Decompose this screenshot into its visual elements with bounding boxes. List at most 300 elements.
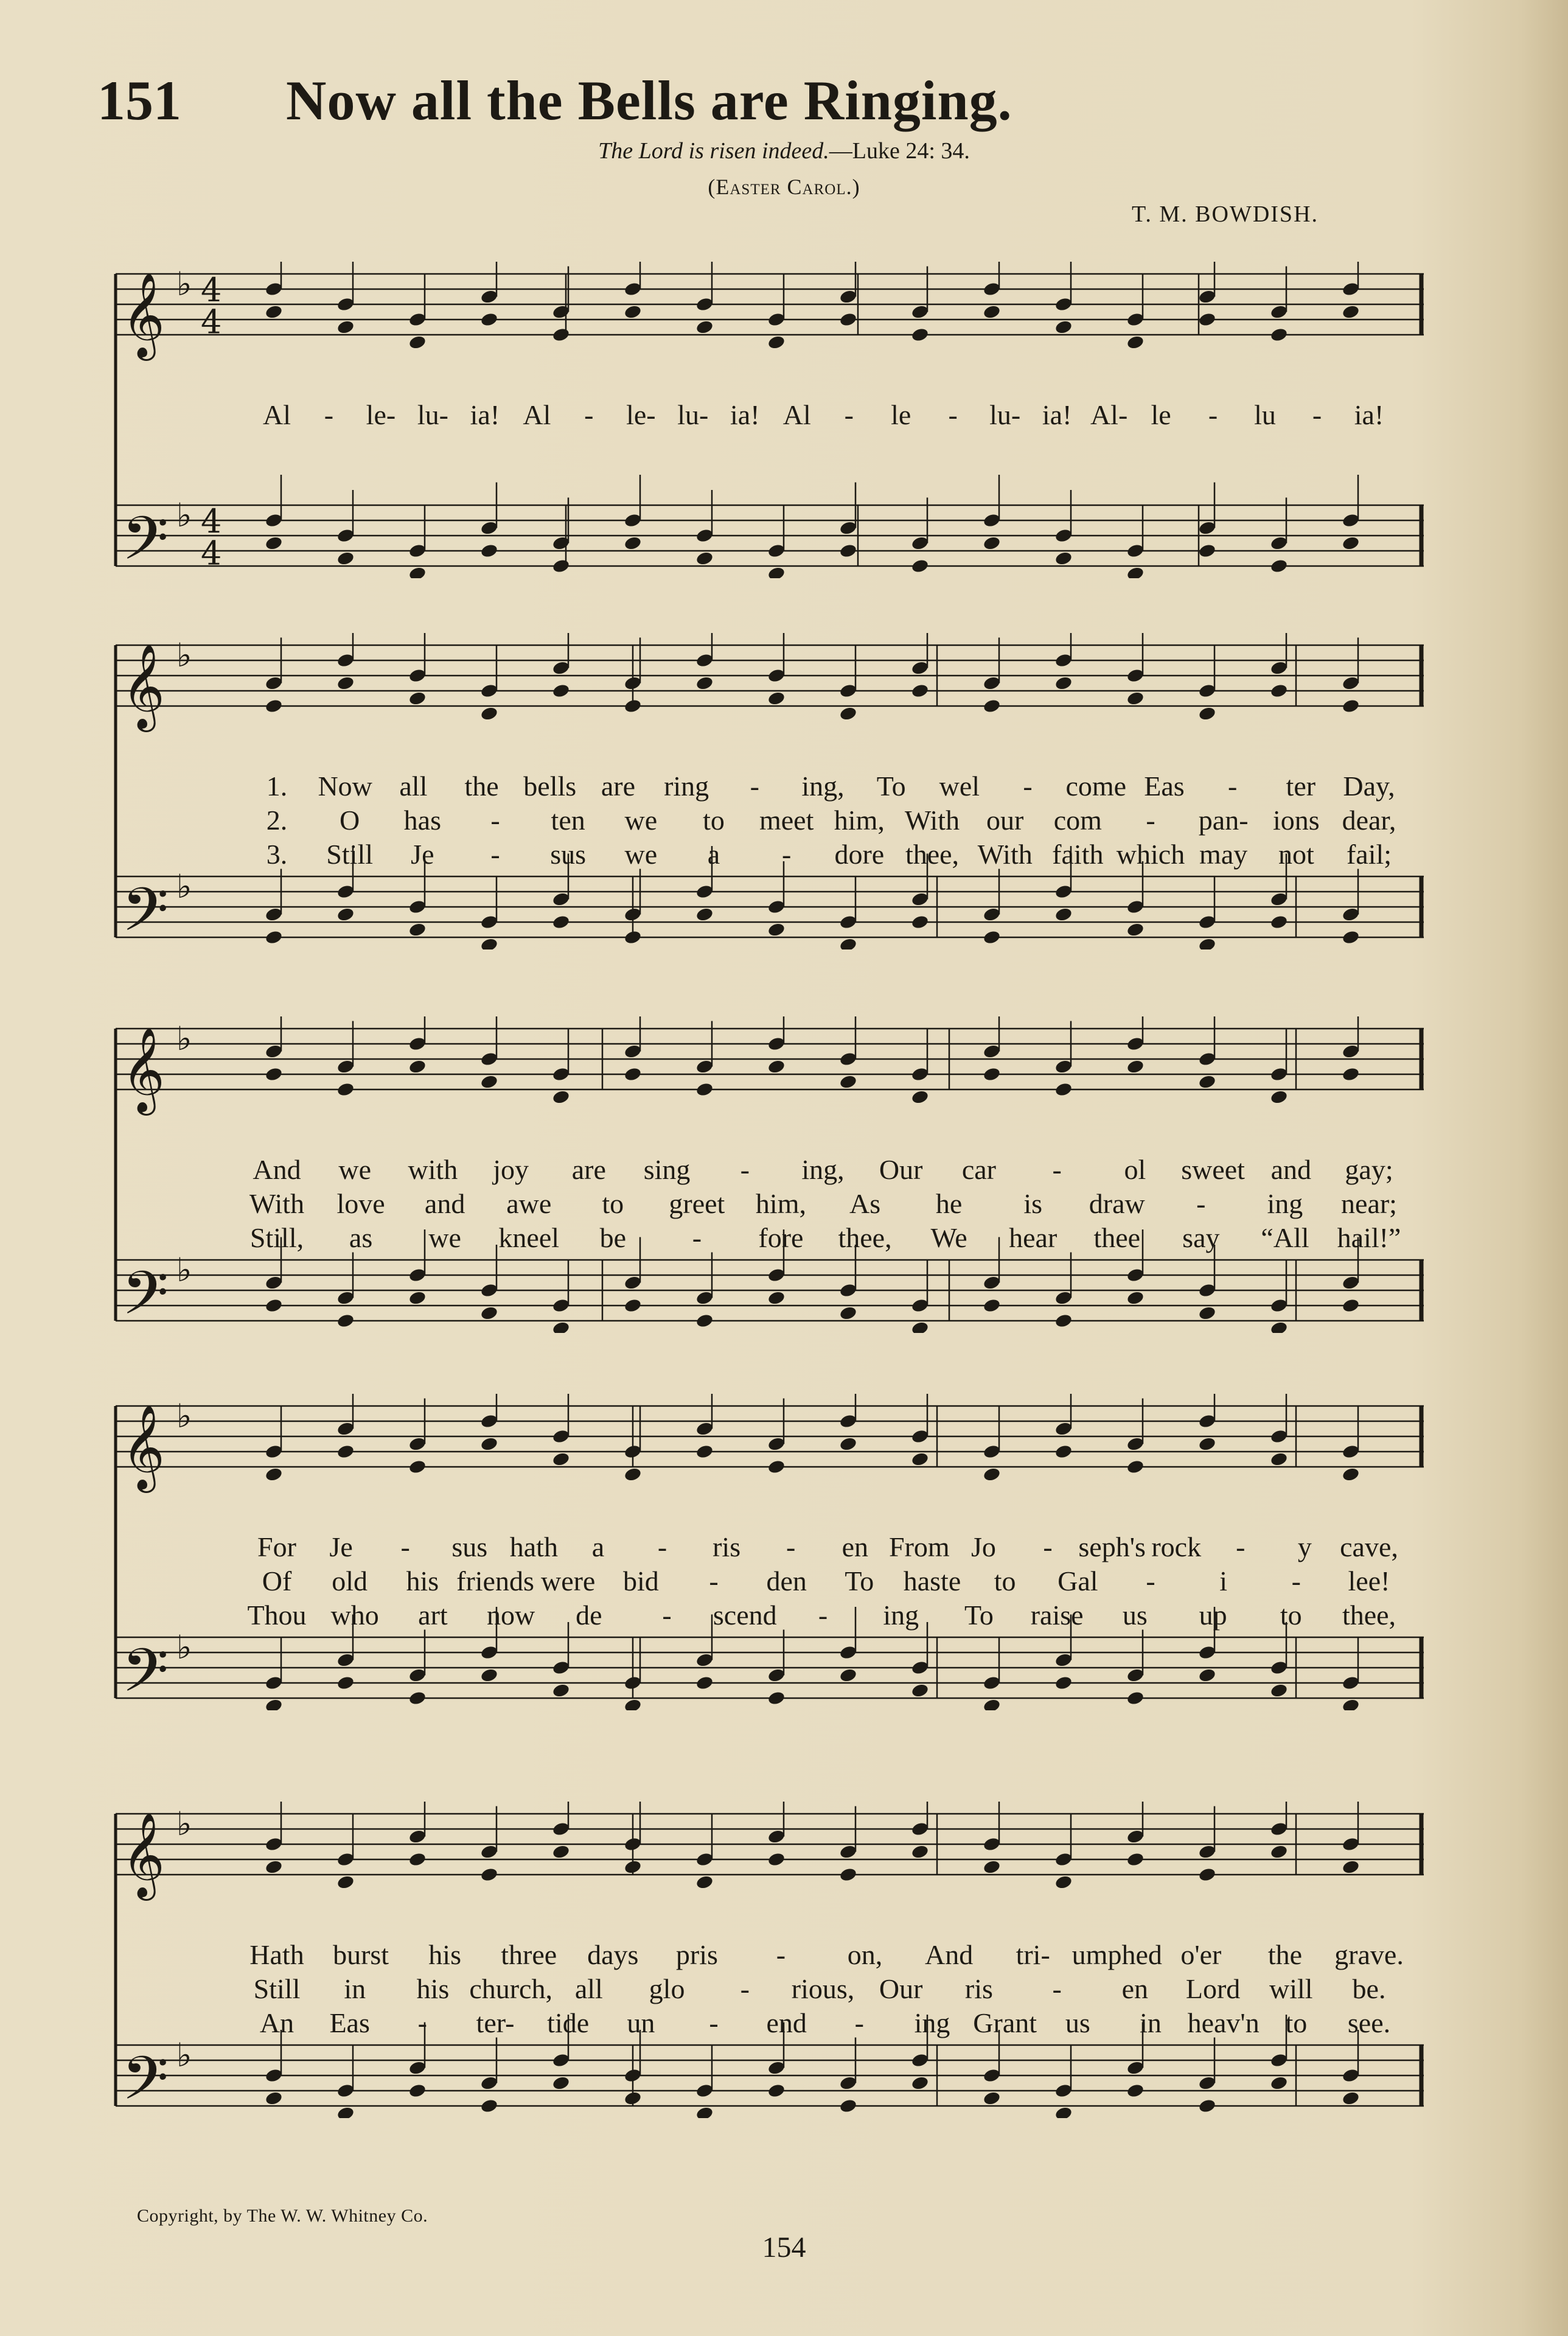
lyric-syllable: kneel [498,1222,560,1253]
note-head-icon [624,512,643,528]
note-head-icon [265,281,284,297]
bass-clef-icon: 𝄢 [122,875,169,949]
lyric-syllable: Grant [973,2007,1037,2038]
note-head-icon [1198,1413,1217,1429]
note-head-icon [624,929,643,945]
lyric-syllable: Gal [1058,1565,1098,1596]
lyric-syllable: as [349,1222,373,1253]
note-head-icon [839,1282,858,1298]
lyric-syllable: we [338,1154,372,1185]
note-head-icon [1126,691,1145,707]
lyric-line [103,804,1430,837]
note-head-icon [983,698,1002,714]
lyric-syllable: - [324,399,334,430]
lyric-syllable: O [340,805,360,836]
note-head-icon [1270,660,1289,676]
note-head-icon [552,1821,571,1837]
note-head-icon [408,2060,427,2076]
lyric-syllable: his [406,1565,439,1596]
note-head-icon [552,1429,571,1444]
copyright-notice: Copyright, by The W. W. Whitney Co. [137,2206,428,2226]
lyric-syllable: sweet [1181,1154,1245,1185]
note-head-icon [1270,1683,1289,1699]
note-head-icon [983,1444,1002,1460]
note-head-icon [983,304,1002,320]
flat-key-signature-icon: ♭ [176,636,192,674]
note-head-icon [983,1275,1002,1291]
note-head-icon [1198,1645,1217,1660]
note-head-icon [911,683,930,699]
lyric-syllable: Al [782,399,811,430]
lyric-syllable: lee! [1348,1565,1390,1596]
note-head-icon [767,899,786,915]
note-head-icon [983,1044,1002,1060]
note-head-icon [911,536,930,551]
note-head-icon [1342,676,1361,691]
note-head-icon [552,304,571,320]
hymn-subtitle: (Easter Carol.) [708,175,860,199]
lyric-syllable: Eas [329,2007,370,2038]
note-head-icon [265,512,284,528]
lyric-syllable: hear [1009,1222,1058,1253]
note-head-icon [1126,1852,1145,1867]
lyric-syllable: end [766,2007,807,2038]
note-head-icon [839,1867,858,1883]
scripture-line [0,138,1568,164]
lyric-syllable: with [408,1154,458,1185]
lyric-syllable: has [403,805,441,836]
lyric-syllable: burst [333,1939,389,1970]
note-head-icon [480,1668,499,1684]
lyric-syllable: lu- [989,399,1021,430]
lyric-syllable: him, [755,1188,806,1219]
note-head-icon [983,1836,1002,1852]
note-head-icon [839,1668,858,1684]
note-head-icon [265,304,284,320]
note-head-icon [265,2068,284,2083]
note-head-icon [1054,320,1073,335]
note-head-icon [336,2106,355,2118]
lyric-syllable: ing [883,1600,919,1631]
note-head-icon [336,1421,355,1437]
note-head-icon [1198,289,1217,305]
lyric-syllable: our [986,805,1024,836]
note-head-icon [552,536,571,551]
lyric-syllable: With [249,1188,305,1219]
note-head-icon [983,1675,1002,1691]
lyric-syllable: - [1146,805,1155,836]
note-head-icon [624,1675,643,1691]
lyric-syllable: he [935,1188,963,1219]
note-head-icon [695,652,714,668]
note-head-icon [552,558,571,574]
note-head-icon [911,2052,930,2068]
lyric-syllable: - [1052,1973,1062,2004]
note-head-icon [1270,558,1289,574]
note-head-icon [1054,1875,1073,1890]
lyric-syllable: near; [1341,1188,1397,1219]
note-head-icon [911,2075,930,2091]
note-head-icon [1126,566,1145,578]
lyric-syllable: - [490,805,500,836]
bass-clef-icon: 𝄢 [122,1636,169,1710]
note-head-icon [624,1275,643,1291]
lyric-syllable: Day, [1343,771,1395,802]
lyric-syllable: Still, [249,1222,304,1253]
note-head-icon [767,543,786,559]
note-head-icon [983,929,1002,945]
lyric-syllable: lu- [677,399,709,430]
note-head-icon [911,1429,930,1444]
lyric-syllable: bells [523,771,577,802]
lyric-syllable: ia! [470,399,500,430]
lyric-line [103,399,1430,432]
note-head-icon [695,884,714,900]
note-head-icon [1054,884,1073,900]
note-head-icon [624,1698,643,1710]
lyric-syllable: Je [329,1531,353,1562]
lyric-syllable: Lord [1185,1973,1241,2004]
lyric-syllable: We [930,1222,967,1253]
note-head-icon [265,1044,284,1060]
note-head-icon [695,551,714,567]
lyric-syllable: sus [550,839,587,870]
lyric-syllable: Of [262,1565,292,1596]
lyric-syllable: le- [366,399,396,430]
music-system [103,1802,1430,2118]
note-head-icon [911,1298,930,1313]
note-head-icon [1270,536,1289,551]
note-head-icon [1198,1051,1217,1067]
lyric-syllable: were [540,1565,596,1596]
lyric-syllable: lu [1254,399,1276,430]
lyric-syllable: dore [834,839,885,870]
note-head-icon [1342,1298,1361,1313]
music-system [103,262,1430,578]
note-head-icon [408,335,427,351]
lyric-syllable: 2. [266,805,288,836]
lyric-syllable: us [1065,2007,1090,2038]
note-head-icon [767,1829,786,1845]
lyric-syllable: Je [411,839,434,870]
lyric-syllable: - [844,399,854,430]
lyric-syllable: en [1121,1973,1149,2004]
note-head-icon [624,907,643,923]
note-head-icon [624,1044,643,1060]
lyric-syllable: com [1053,805,1102,836]
lyric-syllable: all [574,1973,603,2004]
note-head-icon [1342,2091,1361,2107]
note-head-icon [839,1051,858,1067]
note-head-icon [624,1444,643,1460]
lyric-syllable: three [501,1939,557,1970]
lyric-syllable: gay; [1345,1154,1393,1185]
lyric-syllable: come [1065,771,1127,802]
lyric-syllable: Al [523,399,551,430]
lyric-syllable: - [1208,399,1218,430]
lyric-syllable: ing, [801,1154,845,1185]
note-head-icon [336,1875,355,1890]
lyric-syllable: awe [506,1188,552,1219]
note-head-icon [911,1660,930,1676]
lyric-syllable: ter- [476,2007,515,2038]
treble-clef-icon: 𝄞 [122,1813,165,1897]
lyric-syllable: the [1267,1939,1303,1970]
note-head-icon [911,1821,930,1837]
note-head-icon [408,1459,427,1475]
lyric-syllable: - [740,1973,750,2004]
note-head-icon [1054,1852,1073,1867]
lyric-syllable: pris [675,1939,718,1970]
lyric-syllable: 1. [266,771,288,802]
note-head-icon [265,907,284,923]
lyric-syllable: fore [758,1222,804,1253]
note-head-icon [695,296,714,312]
lyric-syllable: - [1236,1531,1246,1562]
lyric-syllable: lu- [417,399,448,430]
note-head-icon [695,1875,714,1890]
lyric-line [103,1187,1430,1220]
note-head-icon [1270,1298,1289,1313]
lyric-syllable: see. [1347,2007,1391,2038]
lyric-syllable: An [259,2007,294,2038]
lyric-syllable: meet [759,805,814,836]
note-head-icon [1198,1844,1217,1860]
lyric-syllable: to [1285,2007,1308,2038]
note-head-icon [1126,2060,1145,2076]
note-head-icon [839,1844,858,1860]
lyric-syllable: not [1278,839,1314,870]
note-head-icon [552,1298,571,1313]
note-head-icon [1198,312,1217,327]
note-head-icon [624,536,643,551]
lyric-syllable: raise [1030,1600,1084,1631]
note-head-icon [336,528,355,544]
lyric-syllable: le [1151,399,1171,430]
note-head-icon [839,1645,858,1660]
note-head-icon [839,706,858,722]
bass-clef-icon: 𝄢 [122,1259,169,1333]
note-head-icon [480,706,499,722]
lyric-syllable: haste [903,1565,961,1596]
lyric-syllable: Jo [971,1531,996,1562]
note-head-icon [767,1267,786,1283]
lyric-syllable: - [1043,1531,1053,1562]
lyric-syllable: thee, [905,839,960,870]
note-head-icon [624,281,643,297]
note-head-icon [1126,335,1145,351]
note-head-icon [552,1660,571,1676]
note-head-icon [336,1082,355,1097]
note-head-icon [1198,1867,1217,1883]
note-head-icon [624,1859,643,1875]
lyric-syllable: - [1227,771,1238,802]
note-head-icon [767,2060,786,2076]
note-head-icon [1126,1267,1145,1283]
note-head-icon [265,1298,284,1313]
bass-clef-icon: 𝄢 [122,504,169,578]
note-head-icon [265,929,284,945]
time-signature-bottom: 4 [201,534,222,573]
note-head-icon [1054,296,1073,312]
note-head-icon [408,691,427,707]
lyric-syllable: Still [326,839,374,870]
lyric-syllable: 3. [266,839,288,870]
lyric-syllable: Hath [249,1939,304,1970]
lyric-syllable: love [336,1188,385,1219]
note-head-icon [1126,1459,1145,1475]
note-head-icon [624,304,643,320]
lyric-syllable: up [1199,1600,1227,1631]
note-head-icon [408,1290,427,1306]
note-head-icon [1126,1036,1145,1052]
lyric-syllable: and [424,1188,465,1219]
note-head-icon [265,1467,284,1483]
note-head-icon [767,1690,786,1706]
note-head-icon [767,2083,786,2099]
note-head-icon [336,1290,355,1306]
note-head-icon [1342,2068,1361,2083]
note-head-icon [624,1836,643,1852]
note-head-icon [480,289,499,305]
lyric-syllable: and [1270,1154,1311,1185]
lyric-syllable: glo [649,1973,685,2004]
note-head-icon [767,335,786,351]
note-head-icon [1342,1836,1361,1852]
lyric-syllable: to [703,805,725,836]
lyric-syllable: - [1023,771,1033,802]
lyric-syllable: - [854,2007,864,2038]
note-head-icon [911,1321,930,1333]
note-head-icon [983,512,1002,528]
note-head-icon [408,1036,427,1052]
note-head-icon [1054,1313,1073,1329]
note-head-icon [265,1275,284,1291]
lyric-syllable: ris [964,1973,993,2004]
lyric-syllable: - [417,2007,427,2038]
time-signature-top: 4 [201,502,222,540]
lyric-syllable: be [599,1222,627,1253]
lyric-syllable: ring [664,771,709,802]
note-head-icon [480,1867,499,1883]
note-head-icon [767,668,786,684]
lyric-syllable: which [1116,839,1185,870]
lyric-syllable: With [977,839,1033,870]
lyric-syllable: rious, [791,1973,855,2004]
note-head-icon [911,558,930,574]
note-head-icon [911,1844,930,1860]
note-head-icon [1126,922,1145,938]
note-head-icon [408,312,427,327]
note-head-icon [480,312,499,327]
note-head-icon [1342,1275,1361,1291]
lyric-syllable: hail!” [1337,1222,1401,1253]
lyric-syllable: “All [1261,1222,1309,1253]
lyric-syllable: - [709,2007,719,2038]
note-head-icon [408,1690,427,1706]
note-head-icon [1342,929,1361,945]
note-head-icon [1054,1421,1073,1437]
lyric-syllable: - [740,1154,750,1185]
lyric-syllable: ol [1124,1154,1146,1185]
lyric-syllable: joy [493,1154,529,1185]
note-head-icon [480,1413,499,1429]
lyric-line [103,1973,1430,2006]
note-head-icon [552,2075,571,2091]
lyric-syllable: - [709,1565,719,1596]
note-head-icon [1198,543,1217,559]
lyric-syllable: days [587,1939,639,1970]
lyric-line [103,1531,1430,1564]
note-head-icon [1126,668,1145,684]
note-head-icon [480,914,499,930]
lyric-line [103,1599,1430,1632]
note-head-icon [1342,698,1361,714]
lyric-syllable: - [750,771,759,802]
note-head-icon [839,1074,858,1090]
note-head-icon [983,2068,1002,2083]
note-head-icon [408,1829,427,1845]
note-head-icon [408,1668,427,1684]
lyric-syllable: thee, [1342,1600,1396,1631]
note-head-icon [265,1836,284,1852]
note-head-icon [265,2091,284,2107]
note-head-icon [1126,2083,1145,2099]
note-head-icon [1270,1321,1289,1333]
lyric-syllable: seph's [1078,1531,1146,1562]
flat-key-signature-icon: ♭ [176,1251,192,1289]
note-head-icon [265,676,284,691]
lyric-syllable: For [257,1531,296,1562]
note-head-icon [336,907,355,923]
note-head-icon [983,1698,1002,1710]
note-head-icon [1198,2098,1217,2114]
page-number: 154 [762,2231,806,2264]
note-head-icon [552,1452,571,1467]
music-system [103,633,1430,949]
lyric-syllable: who [330,1600,379,1631]
note-head-icon [1270,327,1289,343]
note-head-icon [1054,907,1073,923]
note-head-icon [839,1413,858,1429]
note-head-icon [552,892,571,907]
lyric-syllable: his [428,1939,461,1970]
note-head-icon [336,884,355,900]
scripture-text: The Lord is risen indeed. [598,138,829,164]
lyric-syllable: - [776,1939,786,1970]
lyric-syllable: scend [713,1600,777,1631]
lyric-syllable: ris [713,1531,741,1562]
lyric-syllable: Al [263,399,291,430]
note-head-icon [265,698,284,714]
note-head-icon [983,907,1002,923]
lyric-syllable: friends [456,1565,534,1596]
note-head-icon [624,1467,643,1483]
note-head-icon [480,2075,499,2091]
note-head-icon [552,2052,571,2068]
note-head-icon [265,1675,284,1691]
time-signature-bottom: 4 [201,302,222,341]
lyric-syllable: in [1140,2007,1162,2038]
lyric-syllable: to [994,1565,1016,1596]
lyric-syllable: are [571,1154,606,1185]
note-head-icon [695,1652,714,1668]
lyric-line [103,1222,1430,1254]
note-head-icon [695,1290,714,1306]
note-head-icon [624,1066,643,1082]
note-head-icon [1126,1436,1145,1452]
note-head-icon [1054,2106,1073,2118]
